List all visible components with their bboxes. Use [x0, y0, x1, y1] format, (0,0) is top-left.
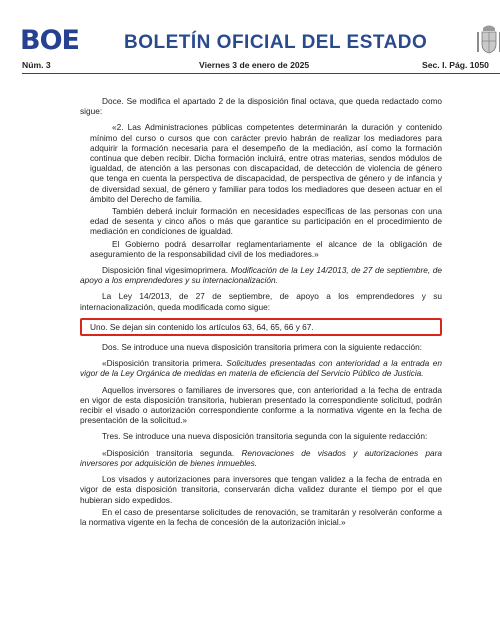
quoted-paragraph: El Gobierno podrá desarrollar reglamentariamente el alcance de la obligación de aseguramiento de la responsabilidad civil de los mediadores.» [90, 238, 442, 259]
document-body [80, 96, 442, 533]
transitional-provision-1-heading [80, 358, 442, 378]
quoted-paragraph: También deberá incluir formación en necesidades específicas de las personas con una edad de sesenta y cinco años o más que garantice su participación en el procedimiento de mediación en condiciones de igualdad. [90, 206, 442, 237]
issue-number: Núm. 3 [22, 60, 51, 70]
provision-label: «Disposición transitoria segunda. [102, 447, 235, 458]
paragraph-tres: Tres. Se introduce una nueva disposición transitoria segunda con la siguiente redacción: [102, 431, 428, 442]
paragraph-inversores: Aquellos inversores o familiares de inversores que, con anterioridad a la fecha de entrada en vigor de esta disposición transitoria, hubieran presentado la correspondiente solicitud, podrán recibir el visado o autorización correspondiente conforme a la normativa vigente en la fecha de presentación de la solicitud.» [80, 384, 442, 426]
section-page: Sec. I. Pág. 1050 [422, 60, 489, 70]
provision-title: Renovaciones de visados y autorizaciones para inversores por adquisición de bienes inmuebles. [80, 447, 442, 468]
provision-title: Modificación de la Ley 14/2013, de 27 de septiembre, de apoyo a los emprendedores y su internacionalización. [80, 265, 443, 286]
issue-date: Viernes 3 de enero de 2025 [199, 60, 310, 70]
final-provision-heading [80, 265, 442, 285]
header-rule [22, 73, 500, 74]
paragraph-dos: Dos. Se introduce una nueva disposición transitoria primera con la siguiente redacción: [102, 342, 423, 353]
boe-logo: BOE [20, 25, 79, 56]
provision-label: «Disposición transitoria primera. [102, 358, 223, 369]
paragraph-doce: Doce. Se modifica el apartado 2 de la disposición final octava, que queda redactado como sigue: [80, 96, 442, 117]
transitional-provision-2-heading [80, 448, 442, 468]
spain-coat-of-arms-icon [474, 24, 500, 56]
paragraph-renovacion: En el caso de presentarse solicitudes de renovación, se tramitarán y resolverán conforme a la normativa vigente en la fecha de concesión de la autorización inicial.» [80, 506, 442, 527]
highlighted-paragraph-uno: Uno. Se dejan sin contenido los artículos 63, 64, 65, 66 y 67. [80, 318, 442, 336]
paragraph-visados: Los visados y autorizaciones para inversores que tengan validez a la fecha de entrada en vigor de esta disposición transitoria, conservarán dicha validez durante el tiempo por el que hubieran sido expedidos. [80, 474, 442, 505]
page-header [0, 0, 500, 60]
provision-title: Solicitudes presentadas con anterioridad a la entrada en vigor de la Ley Orgánica de medidas en materia de eficiencia del Servicio Público de Justicia. [80, 358, 442, 379]
gazette-title: BOLETÍN OFICIAL DEL ESTADO [124, 32, 428, 53]
quoted-paragraph: «2. Las Administraciones públicas competentes determinarán la duración y contenido mínimo del curso o cursos que con carácter previo habrán de realizar los mediadores para adquirir la formación necesaria para el desempeño de la mediación, así como la formación continua que deben recibir. Dicha formación incluirá, entre otras materias, sendos módulos de igualdad, de atención a las personas con discapacidad, de detección de violencia de género que tenga en cuenta la perspectiva de discapacidad, de perspectiva de género y de infancia y de diversidad sexual, de género y familiar para todos los mediadores que deseen actuar en el ámbito del Derecho de familia. [90, 122, 442, 204]
provision-label: Disposición final vigesimoprimera. [102, 265, 229, 276]
quoted-block-2 [80, 122, 442, 259]
paragraph-ley: La Ley 14/2013, de 27 de septiembre, de apoyo a los emprendedores y su internacionalización, queda modificada como sigue: [80, 291, 442, 312]
